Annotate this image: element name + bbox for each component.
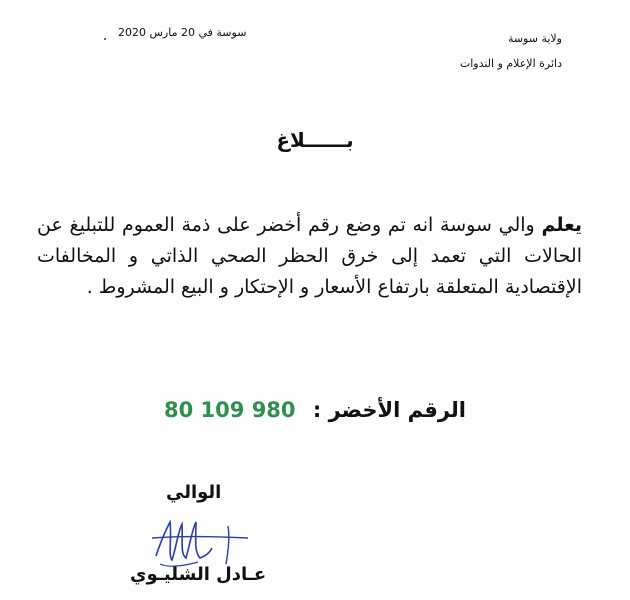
- green-number-label: الرقم الأخضر :: [312, 398, 466, 422]
- date-line: سوسة في 20 مارس 2020: [118, 26, 247, 39]
- letterhead: [460, 26, 562, 76]
- green-number-value: 80 109 980: [164, 398, 296, 422]
- page-title: بــــــلاغ: [276, 128, 354, 152]
- announcement-body: [37, 210, 582, 303]
- department-name: دائرة الإعلام و الندوات: [459, 57, 562, 70]
- signatory-title: الوالي: [166, 482, 222, 503]
- margin-dot: [104, 38, 106, 40]
- signatory-name: عـادل الشليـوي: [130, 564, 267, 585]
- green-number-line: [0, 398, 630, 422]
- province-name: ولاية سوسة: [507, 32, 562, 45]
- announcement-lead-word: يعلم: [541, 214, 582, 236]
- announcement-text: والي سوسة انه تم وضع رقم أخضر على ذمة العموم للتبليغ عن الحالات التي تعمد إلى خرق الحظر الصحي الذاتي و المخالفات الإقتصادية المتعلقة بارتفاع الأسعار و الإحتكار و البيع المشروط .: [37, 214, 582, 298]
